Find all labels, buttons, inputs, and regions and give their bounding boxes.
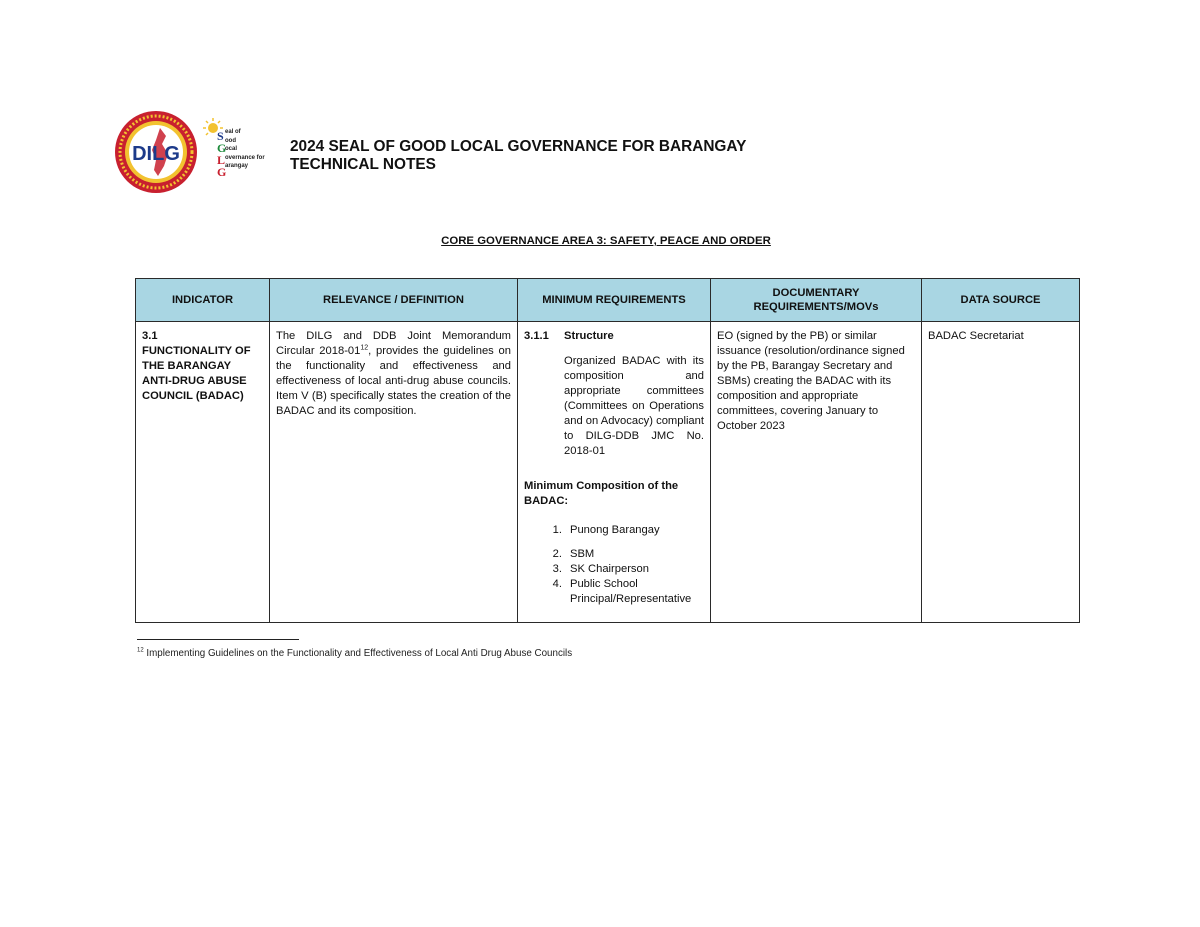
footnote-ref: 12 xyxy=(360,344,369,352)
relevance-text: The DILG and DDB Joint Memorandum Circular $2018-01^{12}$, provides the guidelines on the functionality and effectiveness and effectiveness of local anti-drug abuse councils. Item V (B) specifically states the creation of the BADAC and its composition. xyxy=(276,330,511,417)
svg-text:L: L xyxy=(217,153,226,167)
header-indicator: INDICATOR xyxy=(136,279,270,322)
cell-documentary-requirements: EO (signed by the PB) or similar issuance (resolution/ordinance signed by the PB, Barangay Secretary and SBMs) creating the BADAC with its composition and appropriate committees, covering January to October 2023 xyxy=(711,322,922,623)
dilg-logo-text: DILG xyxy=(132,143,180,165)
indicator-text: FUNCTIONALITY OF THE BARANGAY ANTI-DRUG ABUSE COUNCIL (BADAC) xyxy=(142,345,251,402)
requirement-text: Organized BADAC with its composition and appropriate committees (Committees on Operations and on Advocacy) compliant to DILG-DDB JMC No. 2018-01 xyxy=(564,355,704,457)
dilg-logo xyxy=(114,110,198,194)
list-item: 1. Punong Barangay xyxy=(552,524,660,536)
list-item: 3. SK Chairperson xyxy=(552,563,649,575)
footnote xyxy=(137,648,572,659)
svg-text:G: G xyxy=(217,165,227,179)
indicator-number: 3.1 xyxy=(142,330,158,342)
footnote-text: Implementing Guidelines on the Functionality and Effectiveness of Local Anti Drug Abuse Councils xyxy=(143,648,573,659)
requirement-subheading: 3.1.1 Structure xyxy=(524,330,614,342)
svg-text:S: S xyxy=(217,129,224,143)
cell-indicator xyxy=(136,322,270,623)
header-minimum-requirements: MINIMUM REQUIREMENTS xyxy=(518,279,711,322)
table-row xyxy=(136,322,1080,623)
footnote-divider xyxy=(137,639,299,640)
list-item: 4. Public School Principal/Representative xyxy=(552,578,692,605)
footnote-marker: 12 xyxy=(137,647,144,654)
header-relevance: RELEVANCE / DEFINITION xyxy=(270,279,518,322)
document-title-line1: 2024 SEAL OF GOOD LOCAL GOVERNANCE FOR BARANGAY xyxy=(290,138,747,155)
document-title-line2: TECHNICAL NOTES xyxy=(290,156,436,173)
technical-notes-table xyxy=(135,278,1080,623)
cell-data-source: BADAC Secretariat xyxy=(922,322,1080,623)
header-documentary-requirements: DOCUMENTARY REQUIREMENTS/MOVs xyxy=(711,279,922,322)
cell-relevance xyxy=(270,322,518,623)
document-title xyxy=(290,138,746,174)
seal-of-good-local-governance-logo xyxy=(203,118,265,186)
composition-list xyxy=(524,523,704,607)
section-title: CORE GOVERNANCE AREA 3: SAFETY, PEACE AND ORDER xyxy=(441,235,771,247)
header-data-source: DATA SOURCE xyxy=(922,279,1080,322)
seal-logo-words: eal of ood ocal overnance for arangay xyxy=(225,129,265,170)
cell-minimum-requirements xyxy=(518,322,711,623)
svg-text:G: G xyxy=(217,141,227,155)
composition-heading: Minimum Composition of the BADAC: xyxy=(524,480,679,507)
table-header-row xyxy=(136,279,1080,322)
list-item: 2. SBM xyxy=(552,548,595,560)
